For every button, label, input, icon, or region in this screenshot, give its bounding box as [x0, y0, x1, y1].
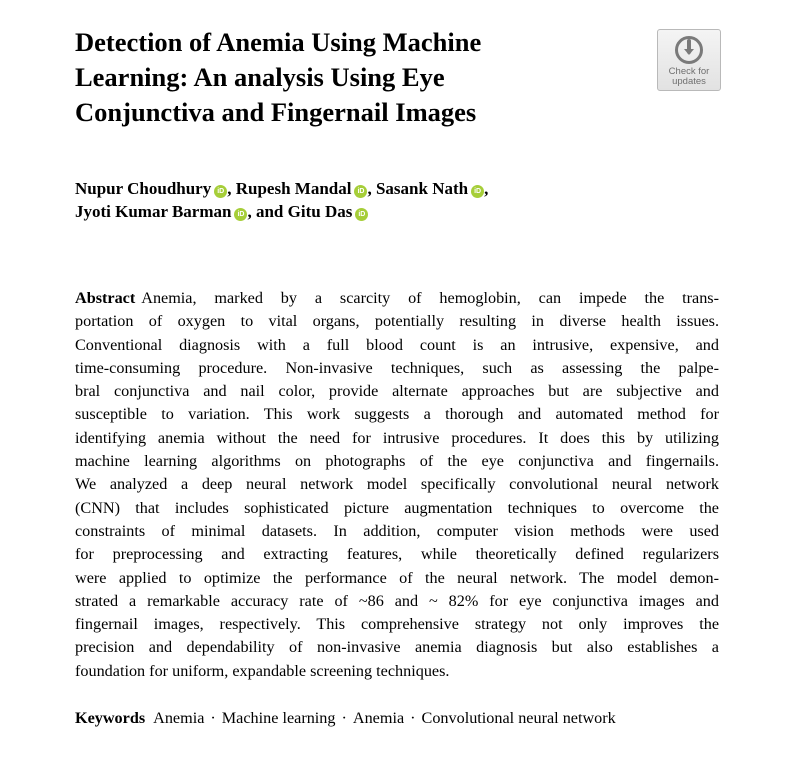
abstract-line [75, 310, 719, 333]
keyword-separator: · [410, 709, 416, 727]
abstract-line [75, 520, 719, 543]
abstract-label: Abstract [75, 289, 136, 307]
keyword-item: Machine learning [221, 709, 336, 727]
abstract-text: (CNN) that includes sophisticated picture augmentation techniques to overcome the [75, 498, 719, 517]
keyword-separator: · [210, 709, 216, 727]
abstract-line [75, 497, 719, 520]
abstract-line [75, 543, 719, 566]
abstract-text: fingernail images, respectively. This comprehensive strategy not only improves the [75, 615, 719, 634]
abstract-section [75, 287, 719, 683]
orcid-icon[interactable]: iD [234, 208, 247, 221]
author-separator: , and [247, 202, 288, 221]
abstract-text: susceptible to variation. This work suggests a thorough and automated method for [75, 405, 719, 424]
abstract-text: machine learning algorithms on photographs of the eye conjunctiva and fingernails. [75, 452, 719, 471]
keyword-item: Convolutional neural network [421, 709, 616, 727]
abstract-line [75, 660, 719, 683]
title-line: Detection of Anemia Using Machine [75, 27, 482, 57]
orcid-icon[interactable]: iD [354, 185, 367, 198]
abstract-text: precision and dependability of non-invasive anemia diagnosis but also establishes a [75, 638, 719, 657]
abstract-line [75, 636, 719, 659]
abstract-text: for preprocessing and extracting features, while theoretically defined regularizers [75, 545, 719, 564]
abstract-text: We analyzed a deep neural network model specifically convolutional neural network [75, 475, 719, 494]
author-name: Rupesh Mandal [235, 179, 352, 198]
keywords-section [75, 707, 735, 730]
author-name: Nupur Choudhury [75, 179, 212, 198]
check-for-updates-badge[interactable] [657, 29, 721, 91]
abstract-line [75, 567, 719, 590]
orcid-icon[interactable]: iD [355, 208, 368, 221]
abstract-text: bral conjunctiva and nail color, provide alternate approaches but are subjective and [75, 382, 719, 401]
abstract-text: Anemia, marked by a scarcity of hemoglobin, can impede the trans- [141, 289, 719, 307]
abstract-line [75, 473, 719, 496]
abstract-text: foundation for uniform, expandable screening techniques. [75, 661, 450, 680]
abstract-line [75, 334, 719, 357]
abstract-text: constraints of minimal datasets. In addition, computer vision methods were used [75, 521, 719, 540]
paper-title [75, 25, 595, 130]
orcid-icon[interactable]: iD [471, 185, 484, 198]
keyword-item: Anemia [153, 709, 205, 727]
title-line: Learning: An analysis Using Eye [75, 62, 445, 92]
author-line-1 [75, 177, 715, 200]
abstract-line [75, 287, 719, 310]
abstract-line [75, 380, 719, 403]
author-name: Jyoti Kumar Barman [75, 202, 232, 221]
author-separator: , [227, 179, 236, 198]
badge-line-1: Check for [668, 66, 710, 77]
author-separator: , [484, 179, 489, 198]
author-line-2 [75, 200, 715, 223]
author-separator: , [367, 179, 376, 198]
badge-line-2: updates [672, 76, 706, 87]
abstract-line [75, 357, 719, 380]
abstract-text: time-consuming procedure. Non-invasive techniques, such as assessing the palpe- [75, 358, 719, 377]
abstract-text: Conventional diagnosis with a full blood count is an intrusive, expensive, and [75, 335, 719, 354]
abstract-text: identifying anemia without the need for intrusive procedures. It does this by utilizing [75, 428, 719, 447]
author-name: Gitu Das [287, 202, 353, 221]
keyword-separator: · [341, 709, 347, 727]
keywords-label: Keywords [75, 709, 146, 727]
author-list [75, 177, 715, 223]
keyword-item: Anemia [352, 709, 405, 727]
abstract-line [75, 613, 719, 636]
title-line: Conjunctiva and Fingernail Images [75, 97, 477, 127]
author-name: Sasank Nath [375, 179, 469, 198]
abstract-text: were applied to optimize the performance of the neural network. The model demon- [75, 568, 719, 587]
abstract-line [75, 403, 719, 426]
abstract-text: portation of oxygen to vital organs, potentially resulting in diverse health issues. [75, 312, 719, 331]
abstract-line [75, 590, 719, 613]
check-for-updates-icon [674, 35, 704, 65]
abstract-text: strated a remarkable accuracy rate of ~86 and ~ 82% for eye conjunctiva images and [75, 591, 719, 610]
orcid-icon[interactable]: iD [214, 185, 227, 198]
abstract-line [75, 427, 719, 450]
abstract-line [75, 450, 719, 473]
